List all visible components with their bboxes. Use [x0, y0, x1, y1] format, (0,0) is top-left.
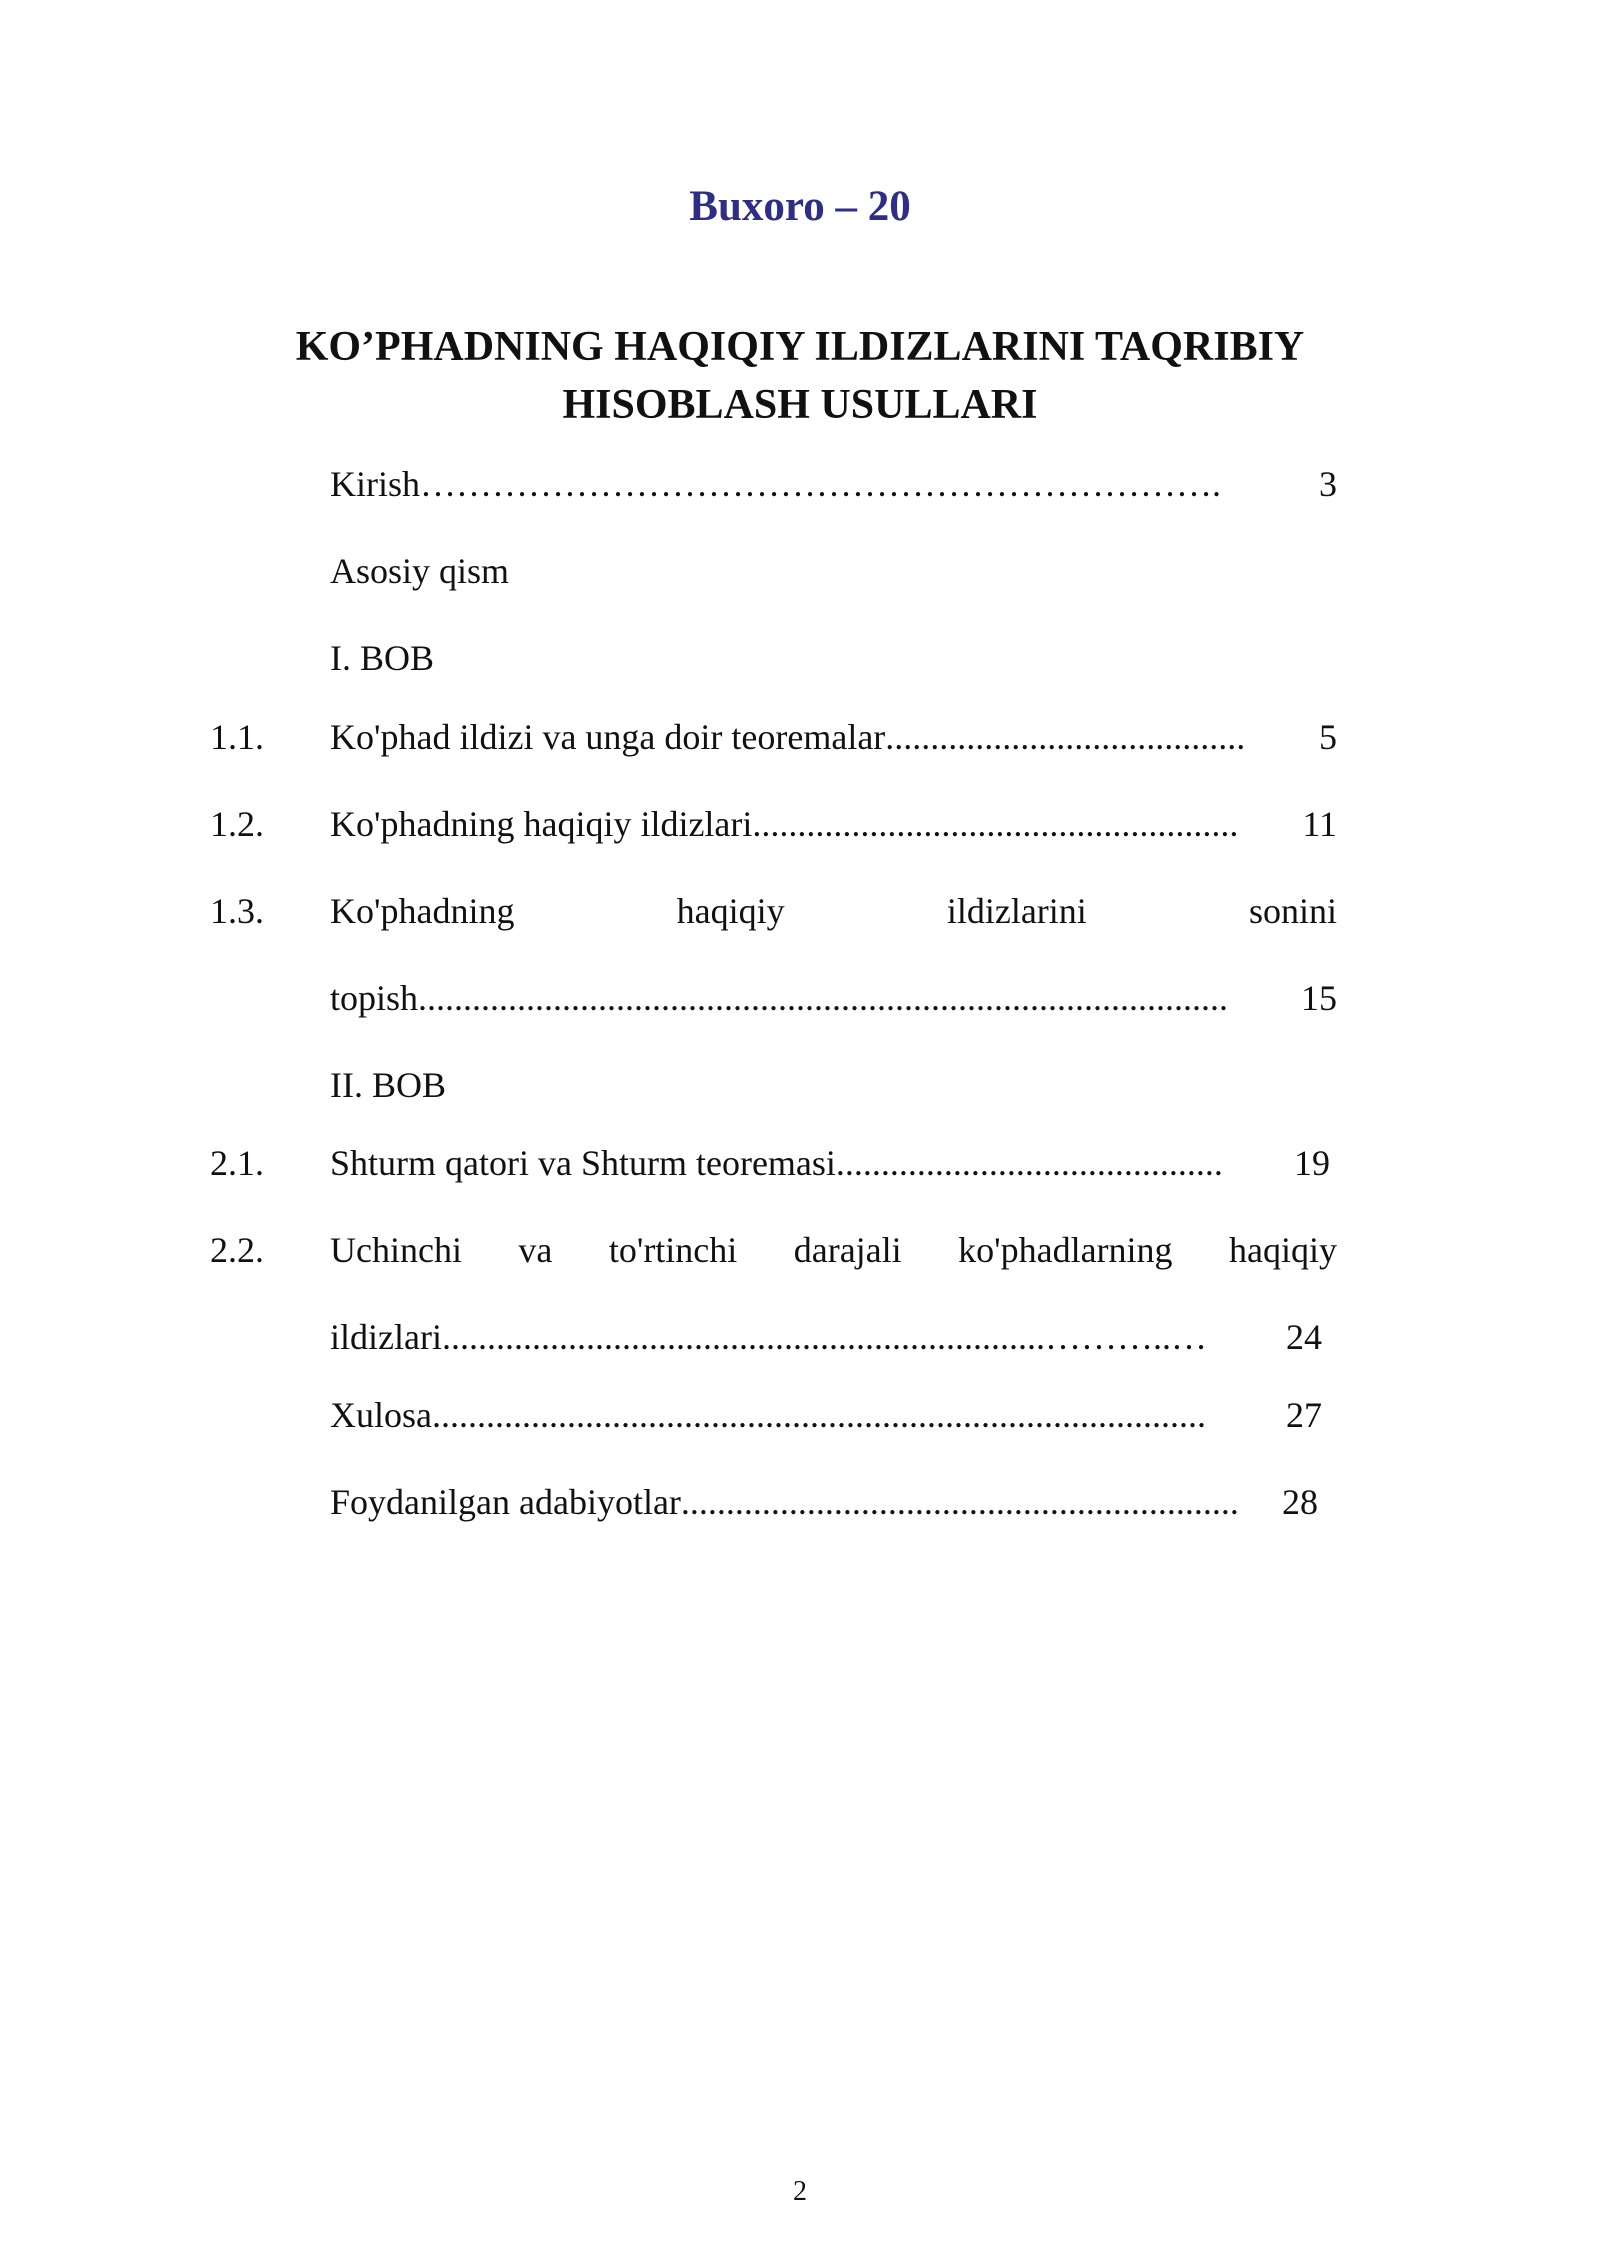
- toc-page-number: 3: [1319, 464, 1337, 504]
- toc-word: Uchinchi: [330, 1230, 462, 1270]
- toc-entry-label: topish: [330, 978, 419, 1018]
- toc-entry-number: 1.3.: [210, 891, 264, 931]
- toc-entry-1-1: [330, 715, 1337, 759]
- toc-entry-number: 2.2.: [210, 1230, 264, 1270]
- toc-entry-kirish: [330, 462, 1337, 506]
- toc-entry-1-3-line1: [330, 889, 1337, 933]
- toc-word: ildizlarini: [946, 891, 1087, 931]
- toc-page-number: 15: [1301, 978, 1337, 1018]
- toc-page-number: 24: [1286, 1317, 1322, 1357]
- toc-leader-dots: ......................................................: [752, 804, 1239, 844]
- toc-entry-label: ildizlari: [330, 1317, 442, 1357]
- toc-entry-label: Xulosa: [330, 1395, 432, 1435]
- toc-entry-label: Foydanilgan adabiyotlar: [330, 1482, 681, 1522]
- toc-leader-dots: ........................................: [885, 717, 1246, 757]
- toc-word: sonini: [1248, 891, 1337, 931]
- toc-entry-label: Ko'phadning haqiqiy ildizlari: [330, 804, 753, 844]
- toc-word: haqiqiy: [676, 891, 785, 931]
- toc-word: to'rtinchi: [608, 1230, 738, 1270]
- toc-leader-dots: ..........................................................................................: [418, 978, 1229, 1018]
- toc-word: haqiqiy: [1228, 1230, 1337, 1270]
- toc-chapter-heading: I. BOB: [330, 638, 435, 678]
- document-title-line1: KO’PHADNING HAQIQIY ILDIZLARINI TAQRIBIY: [295, 324, 1305, 370]
- toc-section-heading: Asosiy qism: [330, 551, 510, 591]
- toc-entry-label: Shturm qatori va Shturm teoremasi: [330, 1143, 836, 1183]
- page-number: 2: [793, 2176, 807, 2207]
- document-title-line2: HISOBLASH USULLARI: [562, 382, 1038, 428]
- toc-page-number: 28: [1282, 1482, 1318, 1522]
- toc-word: darajali: [793, 1230, 902, 1270]
- toc-entry-label: Ko'phad ildizi va unga doir teoremalar: [330, 717, 886, 757]
- toc-entry-number: 1.2.: [210, 804, 264, 844]
- toc-entry-1-2: [330, 802, 1337, 846]
- toc-word: va: [518, 1230, 553, 1270]
- toc-entry-number: 2.1.: [210, 1143, 264, 1183]
- toc-page-number: 19: [1294, 1143, 1330, 1183]
- toc-leader-dots: ..............................................................: [680, 1482, 1239, 1522]
- toc-entry-label: Kirish: [330, 464, 420, 504]
- toc-page-number: 11: [1302, 804, 1337, 844]
- toc-entry-number: 1.1.: [210, 717, 264, 757]
- toc-entry-2-1: [330, 1141, 1330, 1185]
- toc-entry-1-3-line2: [330, 976, 1337, 1020]
- toc-leader-dots: ………………………………………………………….: [420, 464, 1221, 504]
- toc-page-number: 5: [1319, 717, 1337, 757]
- toc-leader-dots: ...................................................................………..…: [441, 1317, 1207, 1357]
- toc-page-number: 27: [1286, 1395, 1322, 1435]
- toc-leader-dots: ......................................................................................: [432, 1395, 1206, 1435]
- toc-entry-xulosa: [330, 1393, 1322, 1437]
- toc-word: Ko'phadning: [330, 891, 515, 931]
- toc-entry-adabiyotlar: [330, 1480, 1318, 1524]
- toc-leader-dots: ...........................................: [835, 1143, 1223, 1183]
- toc-chapter-heading: II. BOB: [330, 1065, 446, 1105]
- page-header-city-year: Buxoro – 20: [689, 183, 911, 230]
- toc-entry-2-2-line1: [330, 1228, 1337, 1272]
- toc-word: ko'phadlarning: [958, 1230, 1173, 1270]
- toc-entry-2-2-line2: [330, 1315, 1322, 1359]
